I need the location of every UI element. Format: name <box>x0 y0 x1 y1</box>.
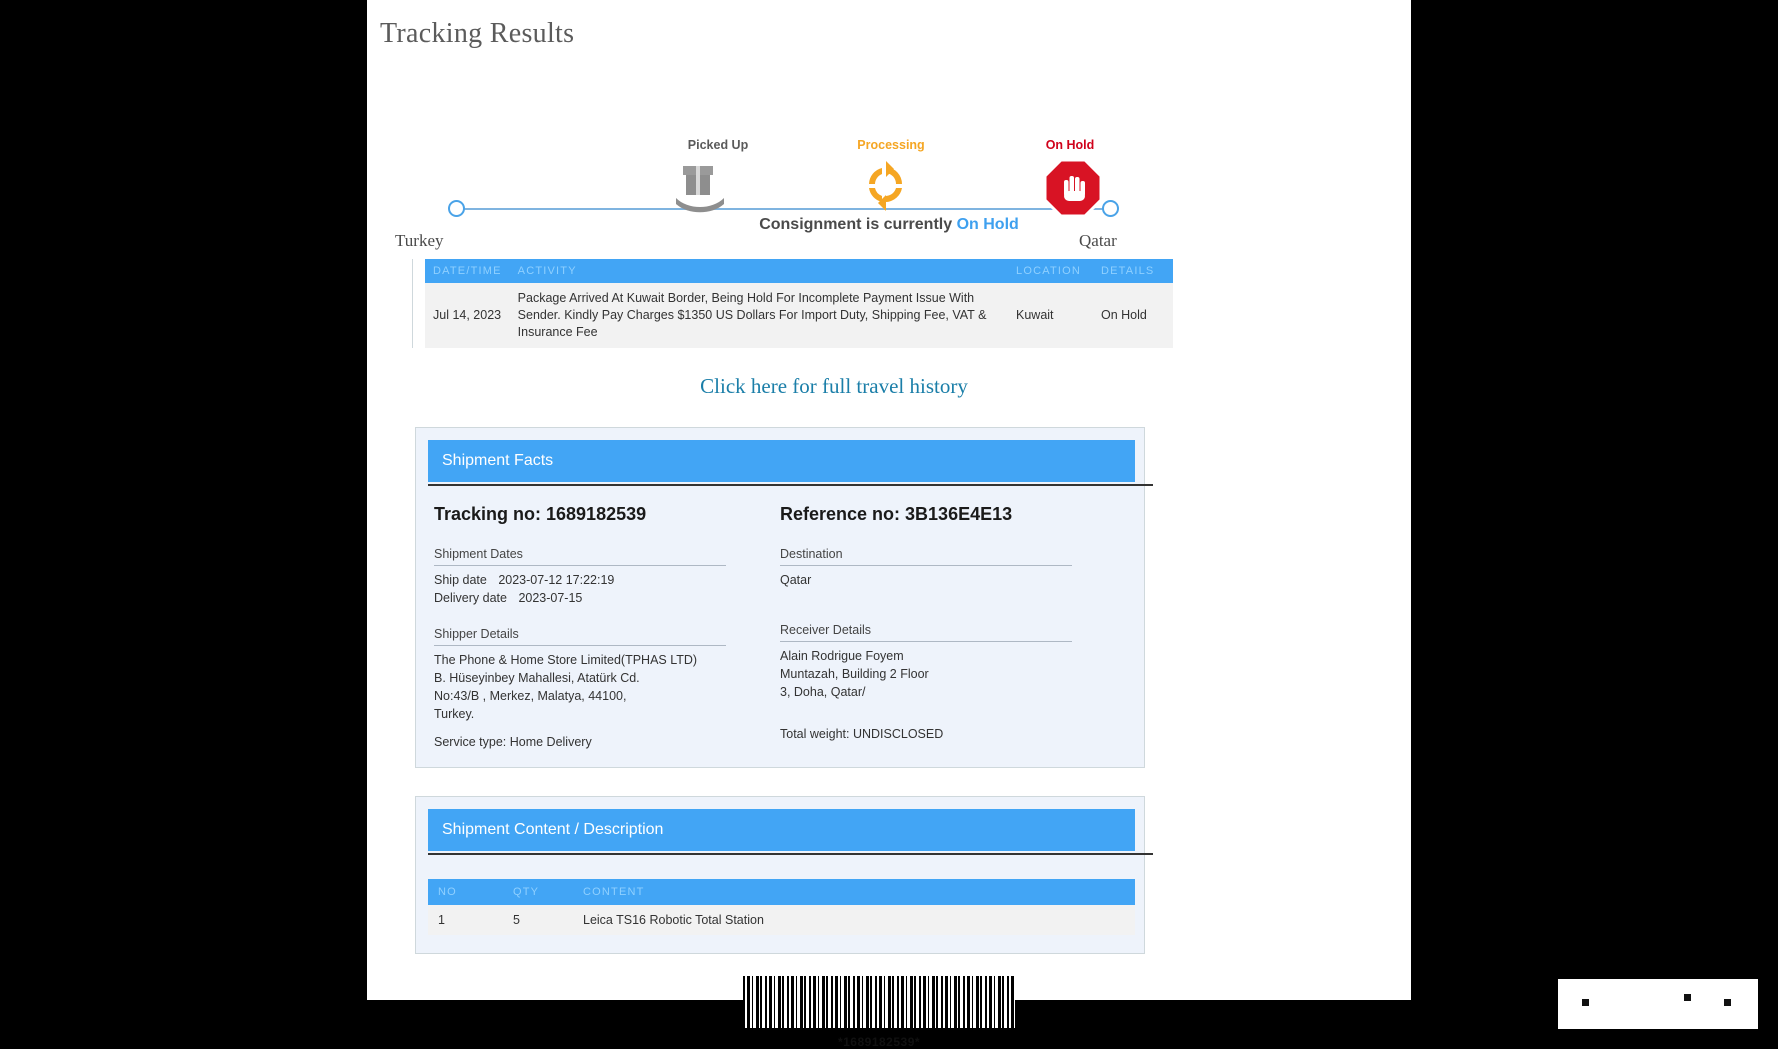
activity-cell-datetime: Jul 14, 2023 <box>425 283 510 348</box>
total-weight: Total weight: UNDISCLOSED <box>780 727 944 742</box>
overlay-dot-icon <box>1724 999 1731 1006</box>
content-header-qty: QTY <box>503 879 573 905</box>
content-table-header-row <box>428 879 1135 905</box>
activity-header-activity: ACTIVITY <box>510 259 1008 283</box>
destination-section-label: Destination <box>780 547 1072 566</box>
shipment-content-title: Shipment Content / Description <box>428 809 1135 851</box>
shipment-facts-panel <box>415 427 1145 769</box>
table-row <box>425 283 1173 348</box>
shipment-facts-underline <box>428 484 1153 486</box>
activity-cell-location: Kuwait <box>1008 283 1093 348</box>
tracking-number: Tracking no: 1689182539 <box>434 503 647 524</box>
destination-node <box>1102 200 1119 217</box>
full-travel-history-link[interactable]: Click here for full travel history <box>700 373 968 398</box>
shipment-content-panel <box>415 796 1145 954</box>
status-value: On Hold <box>956 216 1019 233</box>
ship-date-key: Ship date <box>434 572 487 587</box>
content-cell-description: Leica TS16 Robotic Total Station <box>573 905 1135 935</box>
shipper-line-3: No:43/B , Merkez, Malatya, 44100, <box>434 689 627 704</box>
shipment-content-table <box>428 879 1135 935</box>
shipment-facts-right-column <box>780 504 1126 750</box>
delivery-date-key: Delivery date <box>434 590 507 605</box>
activity-header-datetime: DATE/TIME <box>425 259 510 283</box>
shipper-line-4: Turkey. <box>434 707 475 722</box>
bottom-right-overlay <box>1558 979 1758 1029</box>
shipment-facts-title: Shipment Facts <box>428 440 1135 482</box>
shipment-facts-body <box>416 470 1144 768</box>
shipper-line-1: The Phone & Home Store Limited(TPHAS LTD) <box>434 652 698 667</box>
shipment-dates-label: Shipment Dates <box>434 547 726 566</box>
receiver-line-1: Alain Rodrigue Foyem <box>780 648 904 663</box>
service-type: Service type: Home Delivery <box>434 735 592 750</box>
content-cell-no: 1 <box>428 905 503 935</box>
activity-header-details: DETAILS <box>1093 259 1173 283</box>
shipment-content-underline <box>428 853 1153 855</box>
delivery-date-value: 2023-07-15 <box>518 590 583 605</box>
activity-table-wrap <box>412 259 1172 348</box>
shipper-details-label: Shipper Details <box>434 627 726 646</box>
overlay-dot-icon <box>1582 999 1589 1006</box>
processing-refresh-icon <box>860 158 912 219</box>
shipper-line-2: B. Hüseyinbey Mahallesi, Atatürk Cd. <box>434 671 640 685</box>
overlay-dot-icon <box>1684 994 1691 1001</box>
ship-date-row <box>434 571 760 589</box>
barcode-area <box>347 976 1411 1049</box>
activity-table <box>425 259 1173 348</box>
content-header-no: NO <box>428 879 503 905</box>
activity-cell-activity: Package Arrived At Kuwait Border, Being Hold For Incomplete Payment Issue With Sender. Kindly Pay Charges $1350 US Dollars For Import Duty, Shipping Fee, VAT & Insurance Fee <box>510 283 1008 348</box>
receiver-details-label: Receiver Details <box>780 623 1072 642</box>
reference-number: Reference no: 3B136E4E13 <box>780 503 1013 524</box>
progress-line <box>457 208 1117 210</box>
delivery-date-row <box>434 589 760 607</box>
receiver-line-3: 3, Doha, Qatar/ <box>780 685 866 699</box>
activity-cell-details: On Hold <box>1093 283 1173 348</box>
stage-label-processing: Processing <box>857 138 925 152</box>
origin-node <box>448 200 465 217</box>
destination-value: Qatar <box>780 572 812 587</box>
stage-label-on-hold: On Hold <box>1045 138 1095 152</box>
status-prefix: Consignment is currently <box>759 216 953 233</box>
origin-label: Turkey <box>395 231 444 250</box>
barcode-number: *1689182539* <box>837 1035 921 1049</box>
destination-label: Qatar <box>1079 231 1117 250</box>
barcode-image <box>743 976 1015 1028</box>
stage-label-picked-up: Picked Up <box>687 138 749 152</box>
tracking-document <box>367 0 1411 1049</box>
page-title: Tracking Results <box>380 18 575 49</box>
shipment-facts-left-column <box>434 504 780 750</box>
receiver-line-2: Muntazah, Building 2 Floor <box>780 666 929 681</box>
package-pickup-icon <box>672 158 728 221</box>
content-header-content: CONTENT <box>573 879 1135 905</box>
content-cell-qty: 5 <box>503 905 573 935</box>
table-row <box>428 905 1135 935</box>
activity-header-location: LOCATION <box>1008 259 1093 283</box>
stop-hand-icon <box>1043 158 1103 223</box>
ship-date-value: 2023-07-12 17:22:19 <box>498 572 615 587</box>
activity-table-header-row <box>425 259 1173 283</box>
